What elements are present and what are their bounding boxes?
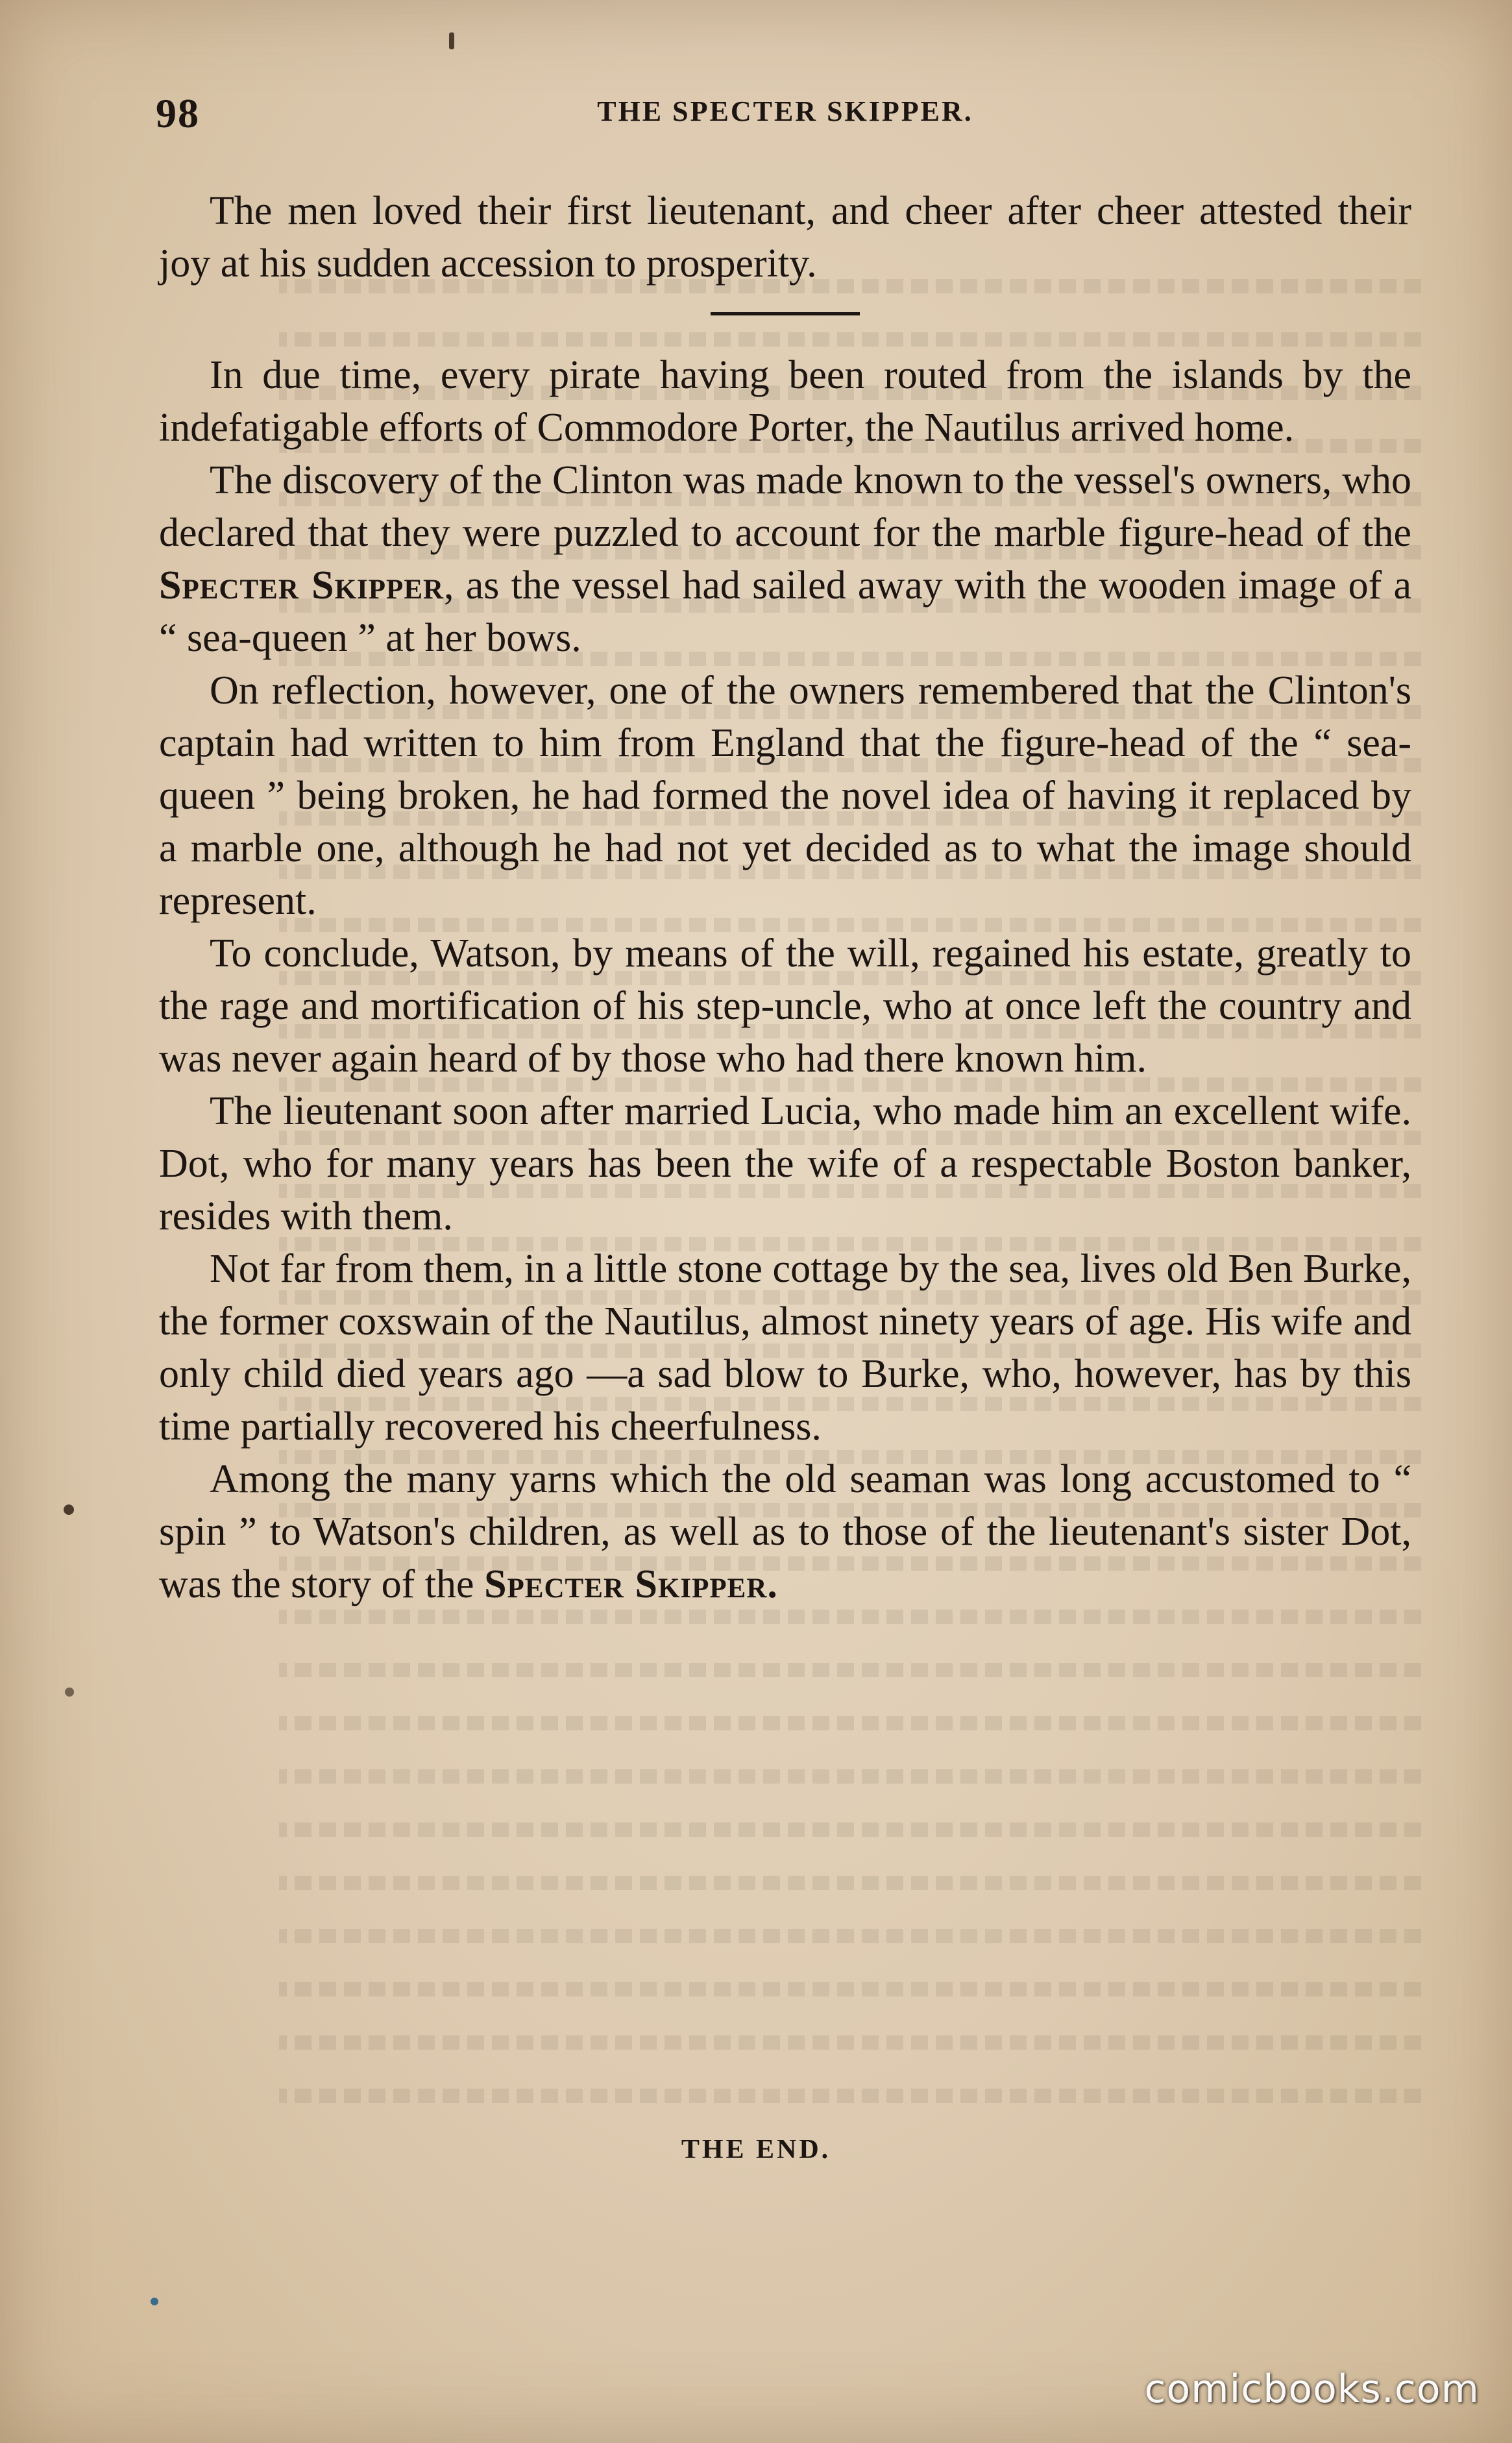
page-number: 98	[156, 90, 200, 136]
paragraph-7-text: Among the many yarns which the old seaman was long accustomed to “ spin ” to Watson's children, as well as to those of the lieutenant's sister Dot, was the story of the	[159, 1457, 1411, 1606]
paragraph-intro: The men loved their first lieutenant, and cheer after cheer attested their joy at his sudden accession to prosperity.	[159, 189, 1411, 286]
paragraph-1: In due time, every pirate having been routed from the islands by the indefatigable efforts of Commodore Porter, the Nautilus arrived home.	[159, 353, 1411, 450]
paragraph-2-text-a: The discovery of the Clinton was made known to the vessel's owners, who declared that they were puzzled to account for the marble figure-head of the	[159, 458, 1411, 555]
text-body	[159, 185, 1411, 1611]
paragraph-3: On reflection, however, one of the owners remembered that the Clinton's captain had written to him from England that the figure-head of the “ sea-queen ” being broken, he had formed the novel idea of having it replaced by a marble one, although he had not yet decided as to what the image should represent.	[159, 669, 1411, 923]
paragraph-5: The lieutenant soon after married Lucia, who made him an excellent wife. Dot, who for many years has been the wife of a respectable Boston banker, resides with them.	[159, 1089, 1411, 1238]
ink-spot	[151, 2298, 158, 2305]
watermark: comicbooks.com	[1144, 2366, 1480, 2412]
ink-spot	[449, 32, 454, 49]
paragraph-7	[159, 1453, 1411, 1611]
page-header	[156, 90, 1415, 141]
paragraph-4: To conclude, Watson, by means of the will, regained his estate, greatly to the rage and mortification of his step-uncle, who at once left the country and was never again heard of by those who had there known him.	[159, 931, 1411, 1081]
paragraph-2-text-b: , as the vessel had sailed away with the wooden image of a “ sea-queen ” at her bows.	[159, 563, 1411, 660]
ink-spot	[64, 1504, 74, 1515]
running-head: THE SPECTER SKIPPER.	[597, 95, 973, 127]
section-divider	[711, 312, 860, 315]
ink-spot	[65, 1688, 74, 1697]
the-end-label: THE END.	[681, 2135, 831, 2165]
paragraph-6: Not far from them, in a little stone cottage by the sea, lives old Ben Burke, the former coxswain of the Nautilus, almost ninety years of age. His wife and only child died years ago —a sad blow to Burke, who, however, has by this time partially recovered his cheerfulness.	[159, 1247, 1411, 1449]
book-title-closing: Specter Skipper.	[484, 1562, 778, 1606]
book-title-inline: Specter Skipper	[159, 563, 445, 608]
paragraph-2	[159, 454, 1411, 665]
